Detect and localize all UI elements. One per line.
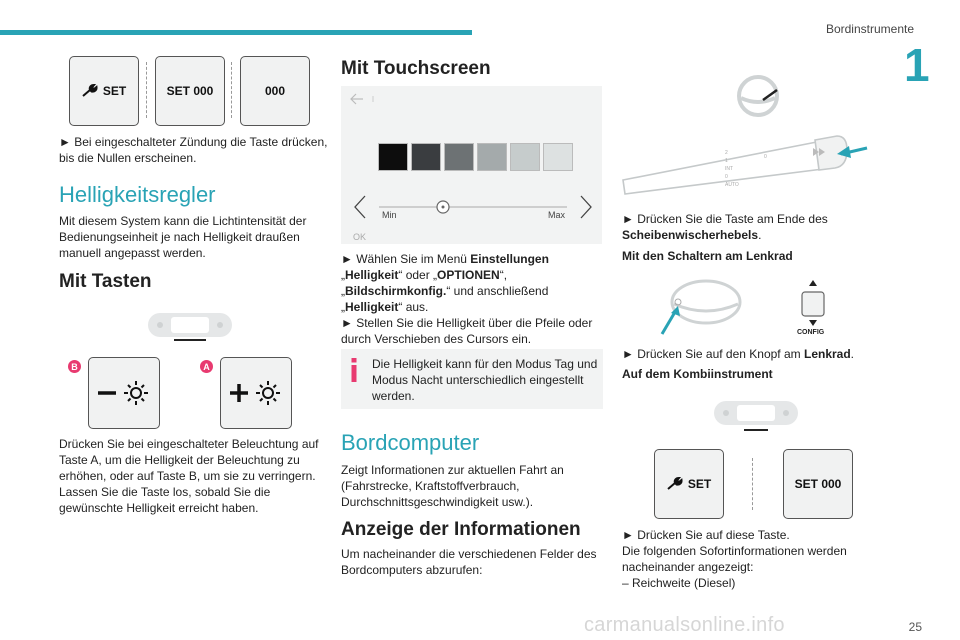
wrench-icon <box>82 84 98 98</box>
brightness-swatch[interactable] <box>444 143 474 171</box>
kombi-set-key <box>654 449 724 519</box>
slider-min-label: Min <box>382 210 397 220</box>
svg-text:1: 1 <box>725 158 728 164</box>
step-reset: ► Bei eingeschalteter Zündung die Taste drücken, bis die Nullen erscheinen. <box>59 135 328 165</box>
touchscreen-step-1: ► Wählen Sie im Menü Einstellungen „Helligkeit“ oder „OPTIONEN“, „Bildschirmkonfig.“ und anschließend „Helligkeit“ aus. <box>341 252 549 314</box>
header-accent-bar <box>0 30 472 35</box>
tasten-description: Drücken Sie bei eingeschalteter Beleuchtung auf Taste A, um die Helligkeit der Beleuchtung zu erhöhen, oder auf Taste B, um sie zu verringern. Lassen Sie die Taste los, sobald Sie die gewünschte Helligkeit erreicht haben. <box>59 437 319 515</box>
heading-kombiinstrument: Auf dem Kombiinstrument <box>622 367 773 381</box>
dimmer-minus-key <box>88 357 160 429</box>
wiper-stalk-illustration <box>615 70 875 200</box>
badge-a: A <box>200 360 213 373</box>
zero-key <box>240 56 310 126</box>
kombi-text: Die folgenden Sofortinformationen werden nacheinander angezeigt: <box>622 544 847 574</box>
slider-max-label: Max <box>548 210 566 220</box>
touchscreen-step-2: ► Stellen Sie die Helligkeit über die Pfeile oder durch Verschieben des Cursors ein. <box>341 316 593 346</box>
touchscreen-panel <box>341 86 602 244</box>
helligkeit-intro: Mit diesem System kann die Lichtintensität der Bedienungseinheit je nach Helligkeit draußen manuell angepasst werden. <box>59 214 307 260</box>
anzeige-text: Um nacheinander die verschiedenen Felder des Bordcomputers abzurufen: <box>341 547 597 577</box>
kombi-set-key-label: SET <box>687 477 712 491</box>
config-label: CONFIG <box>797 329 825 336</box>
set-key-label: SET <box>102 84 127 98</box>
badge-b: B <box>68 360 81 373</box>
brightness-swatch[interactable] <box>510 143 540 171</box>
set-000-key <box>155 56 225 126</box>
dashboard-pod-illustration <box>146 310 234 344</box>
chapter-title: Bordinstrumente <box>825 22 914 36</box>
ok-label: OK <box>353 232 367 242</box>
steering-wheel-switch-illustration <box>660 278 742 338</box>
svg-text:INT: INT <box>725 166 734 172</box>
zero-key-label: 000 <box>264 84 286 98</box>
chevron-left-icon <box>355 196 365 218</box>
svg-text:0: 0 <box>725 174 728 180</box>
kombi-step: ► Drücken Sie auf diese Taste. <box>622 528 790 542</box>
lenkrad-step: ► Drücken Sie auf den Knopf am Lenkrad. <box>622 347 855 361</box>
brightness-swatch[interactable] <box>477 143 507 171</box>
kombi-set-000-key <box>783 449 853 519</box>
minus-sun-icon <box>94 373 154 413</box>
heading-anzeige: Anzeige der Informationen <box>341 519 581 540</box>
brightness-swatch[interactable] <box>378 143 408 171</box>
set-000-key-label: SET 000 <box>166 84 214 98</box>
separator <box>146 62 147 118</box>
brightness-swatch[interactable] <box>543 143 573 171</box>
info-text: Die Helligkeit kann für den Modus Tag und Modus Nacht unterschiedlich eingestellt werden. <box>372 357 598 403</box>
svg-text:AUTO: AUTO <box>725 182 739 188</box>
svg-text:0: 0 <box>764 154 767 160</box>
wrench-icon <box>667 477 683 491</box>
separator <box>752 458 753 510</box>
heading-bordcomputer: Bordcomputer <box>341 430 480 455</box>
back-arrow-icon <box>349 92 379 106</box>
brightness-swatch[interactable] <box>411 143 441 171</box>
set-key <box>69 56 139 126</box>
page-number: 25 <box>908 620 922 634</box>
kombi-set-000-key-label: SET 000 <box>794 477 842 491</box>
separator <box>231 62 232 118</box>
heading-mit-touchscreen: Mit Touchscreen <box>341 58 491 79</box>
wiper-step: ► Drücken Sie die Taste am Ende des Scheibenwischerhebels. <box>622 212 828 242</box>
bordcomputer-text: Zeigt Informationen zur aktuellen Fahrt an (Fahrstrecke, Kraftstoffverbrauch, Durchschnittsgeschwindigkeit usw.). <box>341 463 564 509</box>
heading-mit-tasten: Mit Tasten <box>59 271 152 292</box>
sun-icon <box>124 381 148 405</box>
plus-sun-icon <box>226 373 286 413</box>
watermark: carmanualsonline.info <box>584 614 785 636</box>
chevron-right-icon <box>581 196 591 218</box>
steering-wheel-icon <box>739 77 777 115</box>
heading-lenkrad: Mit den Schaltern am Lenkrad <box>622 249 793 263</box>
svg-text:2: 2 <box>725 150 728 156</box>
chapter-number: 1 <box>904 39 930 91</box>
dimmer-plus-key <box>220 357 292 429</box>
info-icon <box>349 358 359 382</box>
heading-helligkeitsregler: Helligkeitsregler <box>59 182 216 207</box>
dashboard-pod-illustration-2 <box>712 398 800 434</box>
list-item-reichweite: – Reichweite (Diesel) <box>622 576 736 590</box>
